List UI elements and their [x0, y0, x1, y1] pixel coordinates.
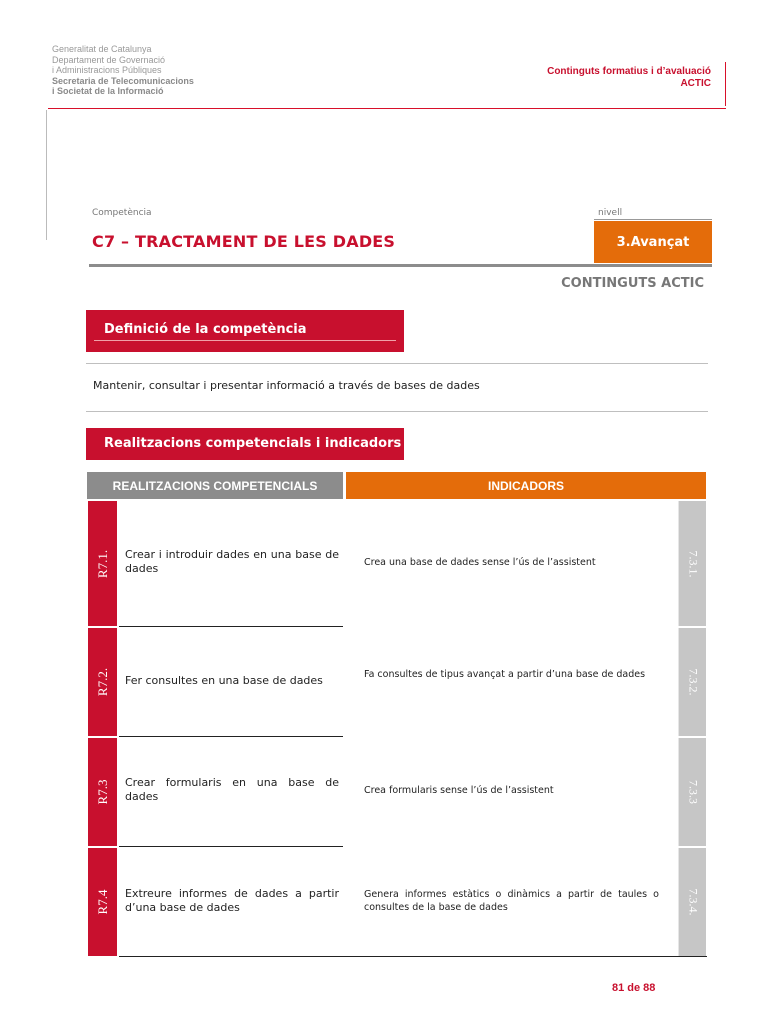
indicator-text: Crea formularis sense l’ús de l’assistent [364, 785, 554, 796]
definition-text: Mantenir, consultar i presentar informació a través de bases de dades [93, 379, 480, 392]
realization-code-cell [88, 738, 117, 846]
page-number: 81 de 88 [612, 982, 656, 994]
indicator-code-cell [678, 501, 706, 626]
document-title: Continguts formatius i d’avaluació [547, 66, 711, 77]
header-divider-vertical [725, 62, 726, 106]
indicator-code-cell [678, 738, 706, 846]
realizations-heading-bar [86, 428, 404, 460]
indicator-text: Genera informes estàtics o dinàmics a partir de taules o consultes de la base de dades [364, 889, 659, 913]
indicator-code: 7.3.1. [686, 550, 700, 577]
table-bottom-line [119, 956, 707, 957]
section-separator [86, 363, 708, 364]
realization-code-cell [88, 848, 117, 956]
realization-code-cell [88, 501, 117, 626]
definition-heading-bar [86, 310, 404, 352]
realization-code: R7.3 [94, 779, 110, 805]
contents-label: CONTINGUTS ACTIC [561, 276, 704, 291]
realization-code: R7.2. [94, 667, 110, 697]
organization-block [52, 44, 194, 97]
org-line: Generalitat de Catalunya [52, 44, 152, 54]
definition-heading-underline [94, 340, 396, 341]
competence-title: C7 – TRACTAMENT DE LES DADES [92, 232, 396, 251]
level-underline [594, 219, 712, 220]
org-line: i Administracions Públiques [52, 65, 162, 75]
margin-line [46, 110, 47, 240]
indicator-code: 7.3.3 [686, 780, 700, 804]
org-line: Departament de Governació [52, 54, 166, 65]
document-title-block [547, 66, 711, 90]
indicator-code-cell [678, 628, 706, 736]
org-line: i Societat de la Informació [52, 86, 164, 96]
row-divider [119, 736, 343, 737]
level-badge: 3.Avançat [594, 221, 712, 263]
realization-text: Extreure informes de dades a partir d’una base de dades [125, 887, 339, 914]
header-divider [48, 108, 726, 109]
column-header-realizations: REALITZACIONS COMPETENCIALS [87, 472, 343, 499]
competence-divider [89, 264, 712, 267]
competence-label: Competència [92, 208, 152, 218]
realization-code-cell [88, 628, 117, 736]
realization-text: Fer consultes en una base de dades [125, 674, 323, 687]
indicator-text: Crea una base de dades sense l’ús de l’assistent [364, 557, 596, 568]
definition-heading: Definició de la competència [104, 322, 307, 337]
realization-text: Crear formularis en una base de dades [125, 776, 339, 803]
indicator-code: 7.3.4. [686, 888, 700, 916]
realization-code: R7.4 [94, 889, 110, 915]
section-separator [86, 411, 708, 412]
level-label: nivell [598, 208, 623, 218]
org-line: Secretaria de Telecomunicacions [52, 75, 194, 86]
column-header-indicators: INDICADORS [346, 472, 706, 499]
row-divider [119, 626, 343, 627]
realization-text: Crear i introduir dades en una base de dades [125, 548, 339, 575]
indicator-text: Fa consultes de tipus avançat a partir d’una base de dades [364, 669, 646, 680]
realization-code: R7.1. [94, 549, 110, 578]
row-divider [119, 846, 343, 847]
indicator-code: 7.3.2. [686, 668, 700, 696]
realizations-heading: Realitzacions competencials i indicadors [104, 436, 402, 451]
indicator-code-cell [678, 848, 706, 956]
document-subtitle: ACTIC [680, 78, 711, 89]
